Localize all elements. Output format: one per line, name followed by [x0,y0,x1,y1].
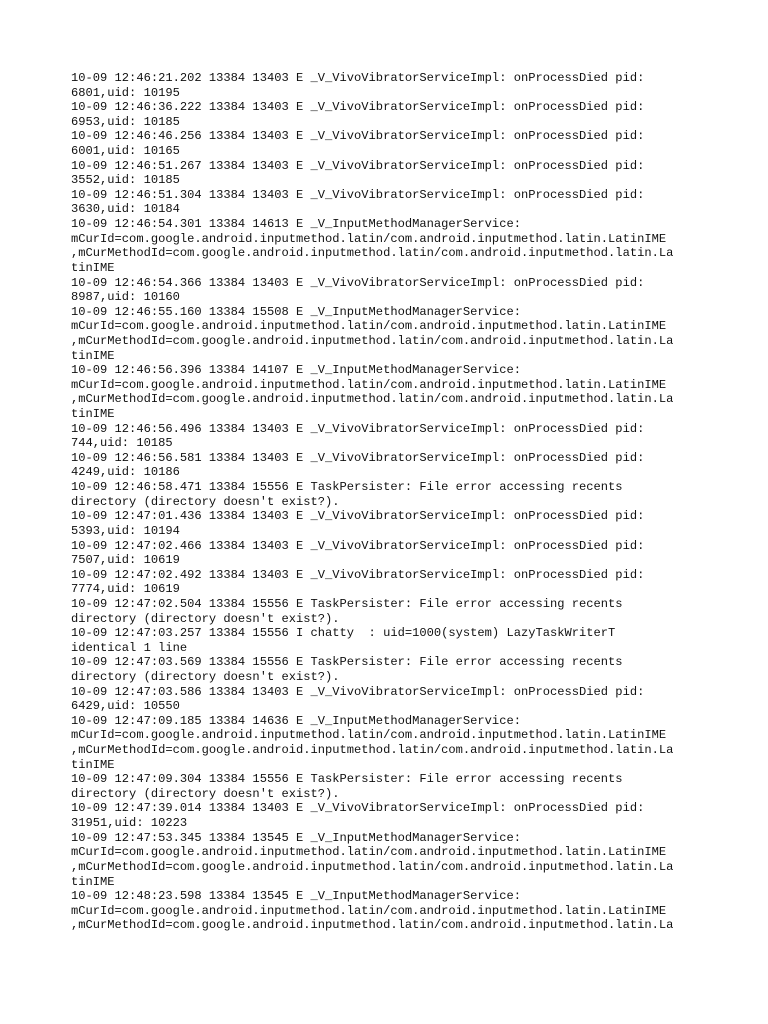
log-line: directory (directory doesn't exist?). [71,669,340,684]
log-line: ,mCurMethodId=com.google.android.inputmethod.latin/com.android.inputmethod.latin.La [71,333,674,348]
log-line: 6429,uid: 10550 [71,699,180,714]
log-line: 10-09 12:46:51.304 13384 13403 E _V_VivoVibratorServiceImpl: onProcessDied pid: [71,187,645,202]
log-line: 10-09 12:47:01.436 13384 13403 E _V_VivoVibratorServiceImpl: onProcessDied pid: [71,509,645,524]
log-line: 10-09 12:47:09.185 13384 14636 E _V_InputMethodManagerService: [71,713,521,728]
log-line: mCurId=com.google.android.inputmethod.latin/com.android.inputmethod.latin.LatinIME [71,845,667,860]
log-line: tinIME [71,407,115,422]
log-line: mCurId=com.google.android.inputmethod.latin/com.android.inputmethod.latin.LatinIME [71,319,667,334]
log-line: mCurId=com.google.android.inputmethod.latin/com.android.inputmethod.latin.LatinIME [71,231,667,246]
log-line: 10-09 12:46:51.267 13384 13403 E _V_VivoVibratorServiceImpl: onProcessDied pid: [71,158,645,173]
log-line: 10-09 12:47:03.257 13384 15556 I chatty : uid=1000(system) LazyTaskWriterT [71,626,616,641]
log-line: ,mCurMethodId=com.google.android.inputmethod.latin/com.android.inputmethod.latin.La [71,743,674,758]
log-line: 6953,uid: 10185 [71,114,180,129]
log-line: 10-09 12:48:23.598 13384 13545 E _V_InputMethodManagerService: [71,889,521,904]
log-line: 6801,uid: 10195 [71,85,180,100]
log-text-block [71,71,731,933]
log-line: 10-09 12:47:02.504 13384 15556 E TaskPersister: File error accessing recents [71,596,623,611]
log-line: 10-09 12:46:58.471 13384 15556 E TaskPersister: File error accessing recents [71,480,623,495]
log-line: 10-09 12:47:53.345 13384 13545 E _V_InputMethodManagerService: [71,830,521,845]
log-line: 10-09 12:46:21.202 13384 13403 E _V_VivoVibratorServiceImpl: onProcessDied pid: [71,71,645,85]
log-line: 744,uid: 10185 [71,436,173,451]
log-line: directory (directory doesn't exist?). [71,494,340,509]
log-line: tinIME [71,757,115,772]
log-line: 10-09 12:47:03.586 13384 13403 E _V_VivoVibratorServiceImpl: onProcessDied pid: [71,684,645,699]
log-line: ,mCurMethodId=com.google.android.inputmethod.latin/com.android.inputmethod.latin.La [71,246,674,261]
log-line: directory (directory doesn't exist?). [71,611,340,626]
log-line: 4249,uid: 10186 [71,465,180,480]
log-line: 10-09 12:47:02.466 13384 13403 E _V_VivoVibratorServiceImpl: onProcessDied pid: [71,538,645,553]
log-line: 6001,uid: 10165 [71,144,180,159]
log-line: ,mCurMethodId=com.google.android.inputmethod.latin/com.android.inputmethod.latin.La [71,918,674,933]
log-line: 5393,uid: 10194 [71,523,180,538]
log-line: 10-09 12:46:56.581 13384 13403 E _V_VivoVibratorServiceImpl: onProcessDied pid: [71,450,645,465]
log-line: tinIME [71,260,115,275]
log-line: 3552,uid: 10185 [71,173,180,188]
log-line: tinIME [71,874,115,889]
log-line: mCurId=com.google.android.inputmethod.latin/com.android.inputmethod.latin.LatinIME [71,377,667,392]
log-line: 7507,uid: 10619 [71,553,180,568]
log-line: 10-09 12:47:03.569 13384 15556 E TaskPersister: File error accessing recents [71,655,623,670]
log-line: 8987,uid: 10160 [71,290,180,305]
log-line: identical 1 line [71,640,188,655]
log-line: ,mCurMethodId=com.google.android.inputmethod.latin/com.android.inputmethod.latin.La [71,859,674,874]
log-line: 10-09 12:46:54.301 13384 14613 E _V_InputMethodManagerService: [71,217,521,232]
log-line: 10-09 12:47:02.492 13384 13403 E _V_VivoVibratorServiceImpl: onProcessDied pid: [71,567,645,582]
log-line: directory (directory doesn't exist?). [71,786,340,801]
log-line: ,mCurMethodId=com.google.android.inputmethod.latin/com.android.inputmethod.latin.La [71,392,674,407]
log-line: 10-09 12:46:36.222 13384 13403 E _V_VivoVibratorServiceImpl: onProcessDied pid: [71,100,645,115]
log-line: 10-09 12:46:46.256 13384 13403 E _V_VivoVibratorServiceImpl: onProcessDied pid: [71,129,645,144]
log-line: tinIME [71,348,115,363]
log-line: 10-09 12:46:56.496 13384 13403 E _V_VivoVibratorServiceImpl: onProcessDied pid: [71,421,645,436]
log-line: 10-09 12:47:39.014 13384 13403 E _V_VivoVibratorServiceImpl: onProcessDied pid: [71,801,645,816]
log-line: mCurId=com.google.android.inputmethod.latin/com.android.inputmethod.latin.LatinIME [71,903,667,918]
log-line: 10-09 12:46:56.396 13384 14107 E _V_InputMethodManagerService: [71,363,521,378]
log-line: 10-09 12:47:09.304 13384 15556 E TaskPersister: File error accessing recents [71,772,623,787]
log-line: mCurId=com.google.android.inputmethod.latin/com.android.inputmethod.latin.LatinIME [71,728,667,743]
log-line: 10-09 12:46:54.366 13384 13403 E _V_VivoVibratorServiceImpl: onProcessDied pid: [71,275,645,290]
log-line: 7774,uid: 10619 [71,582,180,597]
log-line: 3630,uid: 10184 [71,202,180,217]
log-line: 10-09 12:46:55.160 13384 15508 E _V_InputMethodManagerService: [71,304,521,319]
log-line: 31951,uid: 10223 [71,816,188,831]
